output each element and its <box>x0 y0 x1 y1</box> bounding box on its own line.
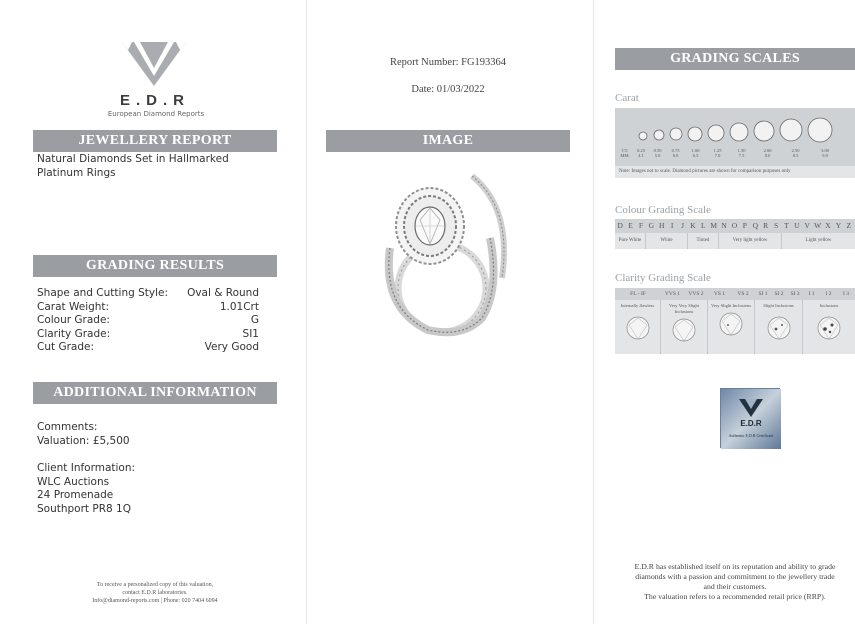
clarity-grade: I 2 <box>825 291 832 297</box>
colour-letter: W <box>814 221 822 230</box>
carat-mm-label: MM: <box>620 153 630 158</box>
carat-note-strip <box>615 166 855 178</box>
report-number-label: Report Number: <box>389 57 459 68</box>
colour-letters <box>615 219 855 233</box>
colour-letter: F <box>638 221 644 230</box>
footer-right-line-3: and their customers. <box>703 582 767 591</box>
grading-results-table <box>37 287 259 355</box>
clarity-grade: SI 3 <box>790 291 800 297</box>
carat-ct-value: 0.75 <box>671 148 680 153</box>
grading-label: Clarity Grade: <box>37 327 111 340</box>
grading-label: Carat Weight: <box>37 300 110 313</box>
footer-left-line-2: contact E.D.R laboratories. <box>122 590 188 596</box>
grading-row-cut <box>37 341 259 355</box>
grading-results-heading: GRADING RESULTS <box>33 255 277 277</box>
clarity-desc: Very Very Slight Inclusions <box>669 303 699 314</box>
clarity-column <box>661 300 708 354</box>
colour-scale-title: Colour Grading Scale <box>615 204 711 216</box>
clarity-grade: VVS 2 <box>688 291 704 297</box>
image-heading: IMAGE <box>326 130 570 152</box>
carat-ct-value: 1.50 <box>737 148 746 153</box>
clarity-diamond-icon <box>661 315 708 345</box>
colour-letter: D <box>617 221 623 230</box>
clarity-column <box>708 300 755 354</box>
grading-label: Colour Grade: <box>37 314 110 326</box>
footer-right-line-2: diamonds with a passion and commitment to the jewellery trade <box>635 572 835 581</box>
clarity-grade: I 3 <box>843 291 849 297</box>
colour-letter: I <box>670 221 674 230</box>
carat-ct-value: 0.50 <box>653 148 662 153</box>
carat-values <box>617 148 855 158</box>
carat-mm-value: 6.5 <box>692 153 699 158</box>
colour-letter: Z <box>846 221 852 230</box>
grading-value: 1.01Crt <box>219 300 259 313</box>
clarity-grade: SI 1 <box>758 291 768 297</box>
clarity-desc: Very Slight Inclusions <box>711 303 751 308</box>
carat-ct-label: CT: <box>621 148 629 153</box>
colour-letter: U <box>794 221 800 230</box>
carat-note: Note: Images not to scale. Diamond pictures are shown for comparison purposes only <box>619 169 791 174</box>
carat-mm-value: 4.1 <box>638 153 644 158</box>
colour-letter: S <box>773 221 779 230</box>
grading-row-colour <box>37 314 259 328</box>
colour-letter: E <box>628 221 633 230</box>
clarity-diamond-icon <box>615 313 661 343</box>
jewellery-line-2: Platinum Rings <box>37 166 116 179</box>
colour-bands <box>615 233 855 249</box>
grading-value: Very Good <box>204 341 259 353</box>
carat-ct-value: 1.25 <box>713 148 722 153</box>
clarity-diamond-icon <box>803 313 855 343</box>
fold-line-right <box>593 0 594 624</box>
colour-letter: R <box>763 221 769 230</box>
colour-letter: G <box>648 221 655 230</box>
colour-band: Very light yellow <box>719 233 782 249</box>
carat-mm-row <box>617 153 855 158</box>
carat-ct-value: 0.25 <box>637 148 645 153</box>
clarity-grade: SI 2 <box>774 291 784 297</box>
colour-letter: P <box>742 221 747 230</box>
logo-tagline: European Diamond Reports <box>107 110 205 118</box>
footer-left-line-3: Info@diamond-reports.com | Phone: 020 7404 6094 <box>92 598 218 604</box>
comments-label: Comments: <box>37 421 98 433</box>
clarity-diamond-icon <box>755 313 803 343</box>
carat-scale-panel <box>615 108 855 178</box>
colour-letter: Q <box>752 221 758 230</box>
report-number-line <box>326 57 570 68</box>
fold-line-left <box>306 0 307 624</box>
clarity-grade: VVS 1 <box>664 291 681 297</box>
grading-row-shape <box>37 287 259 301</box>
colour-letter: X <box>825 221 831 230</box>
footer-left <box>40 581 270 605</box>
clarity-grades <box>615 288 855 300</box>
report-number: FG193364 <box>461 57 507 68</box>
hologram-text: E.D.R <box>740 419 762 428</box>
additional-information-heading: ADDITIONAL INFORMATION <box>33 382 277 404</box>
carat-mm-value: 9.0 <box>822 153 828 158</box>
clarity-desc: Internally flawless <box>620 303 655 308</box>
carat-scale-title: Carat <box>615 92 639 104</box>
hologram-caption: Authentic E.D.R Certificate <box>728 433 774 438</box>
valuation-line <box>37 435 267 449</box>
colour-scale-panel <box>615 219 855 249</box>
footer-right-line-4: The valuation refers to a recommended retail price (RRP). <box>644 592 826 601</box>
carat-ct-value: 3.00 <box>821 148 829 153</box>
grading-label: Shape and Cutting Style: <box>37 287 169 299</box>
grading-label: Cut Grade: <box>37 341 94 353</box>
colour-letter: V <box>804 221 810 230</box>
colour-band: Pure White <box>615 233 646 249</box>
report-date-label: Date: <box>411 84 435 95</box>
clarity-grade: FL - IF <box>630 291 646 297</box>
clarity-diamond-icon <box>708 309 755 339</box>
clarity-grade: VS 1 <box>713 291 726 297</box>
colour-band: Light yellow <box>805 238 832 243</box>
colour-letter: H <box>659 221 665 230</box>
diamond-rings-image <box>372 168 512 338</box>
valuation-label: Valuation: <box>37 434 90 447</box>
carat-diamonds <box>619 112 851 148</box>
colour-letter: N <box>721 221 727 230</box>
clarity-column <box>803 300 855 354</box>
client-name: WLC Auctions <box>37 475 110 488</box>
edr-logo-icon <box>118 40 190 88</box>
grading-row-carat <box>37 301 259 315</box>
client-town: Southport PR8 1Q <box>37 502 131 515</box>
additional-information <box>37 421 267 516</box>
footer-right <box>615 562 855 602</box>
report-date-line <box>326 84 570 95</box>
clarity-descriptions <box>615 300 855 354</box>
jewellery-line-1: Natural Diamonds Set in Hallmarked <box>37 153 229 165</box>
clarity-scale-panel <box>615 288 855 354</box>
grading-value: SI1 <box>242 327 259 340</box>
logo-wordmark: E.D.R <box>119 92 190 109</box>
client-label: Client Information: <box>37 462 136 474</box>
colour-letter: K <box>690 221 696 230</box>
carat-mm-value: 7.5 <box>738 153 745 158</box>
carat-ct-value: 1.00 <box>691 148 700 153</box>
colour-letter: O <box>731 221 738 230</box>
carat-ct-value: 2.00 <box>763 148 772 153</box>
carat-mm-value: 7.0 <box>714 153 721 158</box>
clarity-grade: VS 2 <box>737 291 749 297</box>
carat-mm-value: 5.0 <box>654 153 661 158</box>
clarity-column <box>615 300 661 354</box>
grading-value: G <box>250 314 259 326</box>
colour-letter: L <box>701 221 706 230</box>
colour-letter: T <box>784 221 789 230</box>
carat-mm-value: 8.0 <box>764 153 771 158</box>
carat-ct-value: 2.50 <box>791 148 800 153</box>
colour-band: Tinted <box>688 233 719 249</box>
clarity-desc: Slight Inclusions <box>763 303 794 308</box>
clarity-grade: I 1 <box>808 291 815 297</box>
carat-mm-value: 8.5 <box>792 153 799 158</box>
footer-left-line-1: To receive a personalized copy of this valuation, <box>96 582 214 588</box>
clarity-scale-title: Clarity Grading Scale <box>615 272 711 284</box>
carat-mm-value: 6.0 <box>672 153 679 158</box>
colour-band: White <box>646 233 688 249</box>
colour-letter: M <box>710 221 718 230</box>
grading-value: Oval & Round <box>187 287 259 299</box>
grading-scales-heading: GRADING SCALES <box>615 48 855 70</box>
colour-letter: Y <box>835 221 842 230</box>
jewellery-description <box>37 153 229 180</box>
valuation-value: £5,500 <box>92 434 130 447</box>
colour-letter: J <box>681 221 684 230</box>
footer-right-line-1: E.D.R has established itself on its reputation and ability to grade <box>634 562 836 571</box>
hologram-seal <box>720 388 780 448</box>
jewellery-report-heading: JEWELLERY REPORT <box>33 130 277 152</box>
client-street: 24 Promenade <box>37 489 114 501</box>
clarity-desc: Inclusions <box>819 303 839 308</box>
clarity-column <box>755 300 803 354</box>
report-date: 01/03/2022 <box>436 84 485 95</box>
grading-row-clarity <box>37 328 259 342</box>
